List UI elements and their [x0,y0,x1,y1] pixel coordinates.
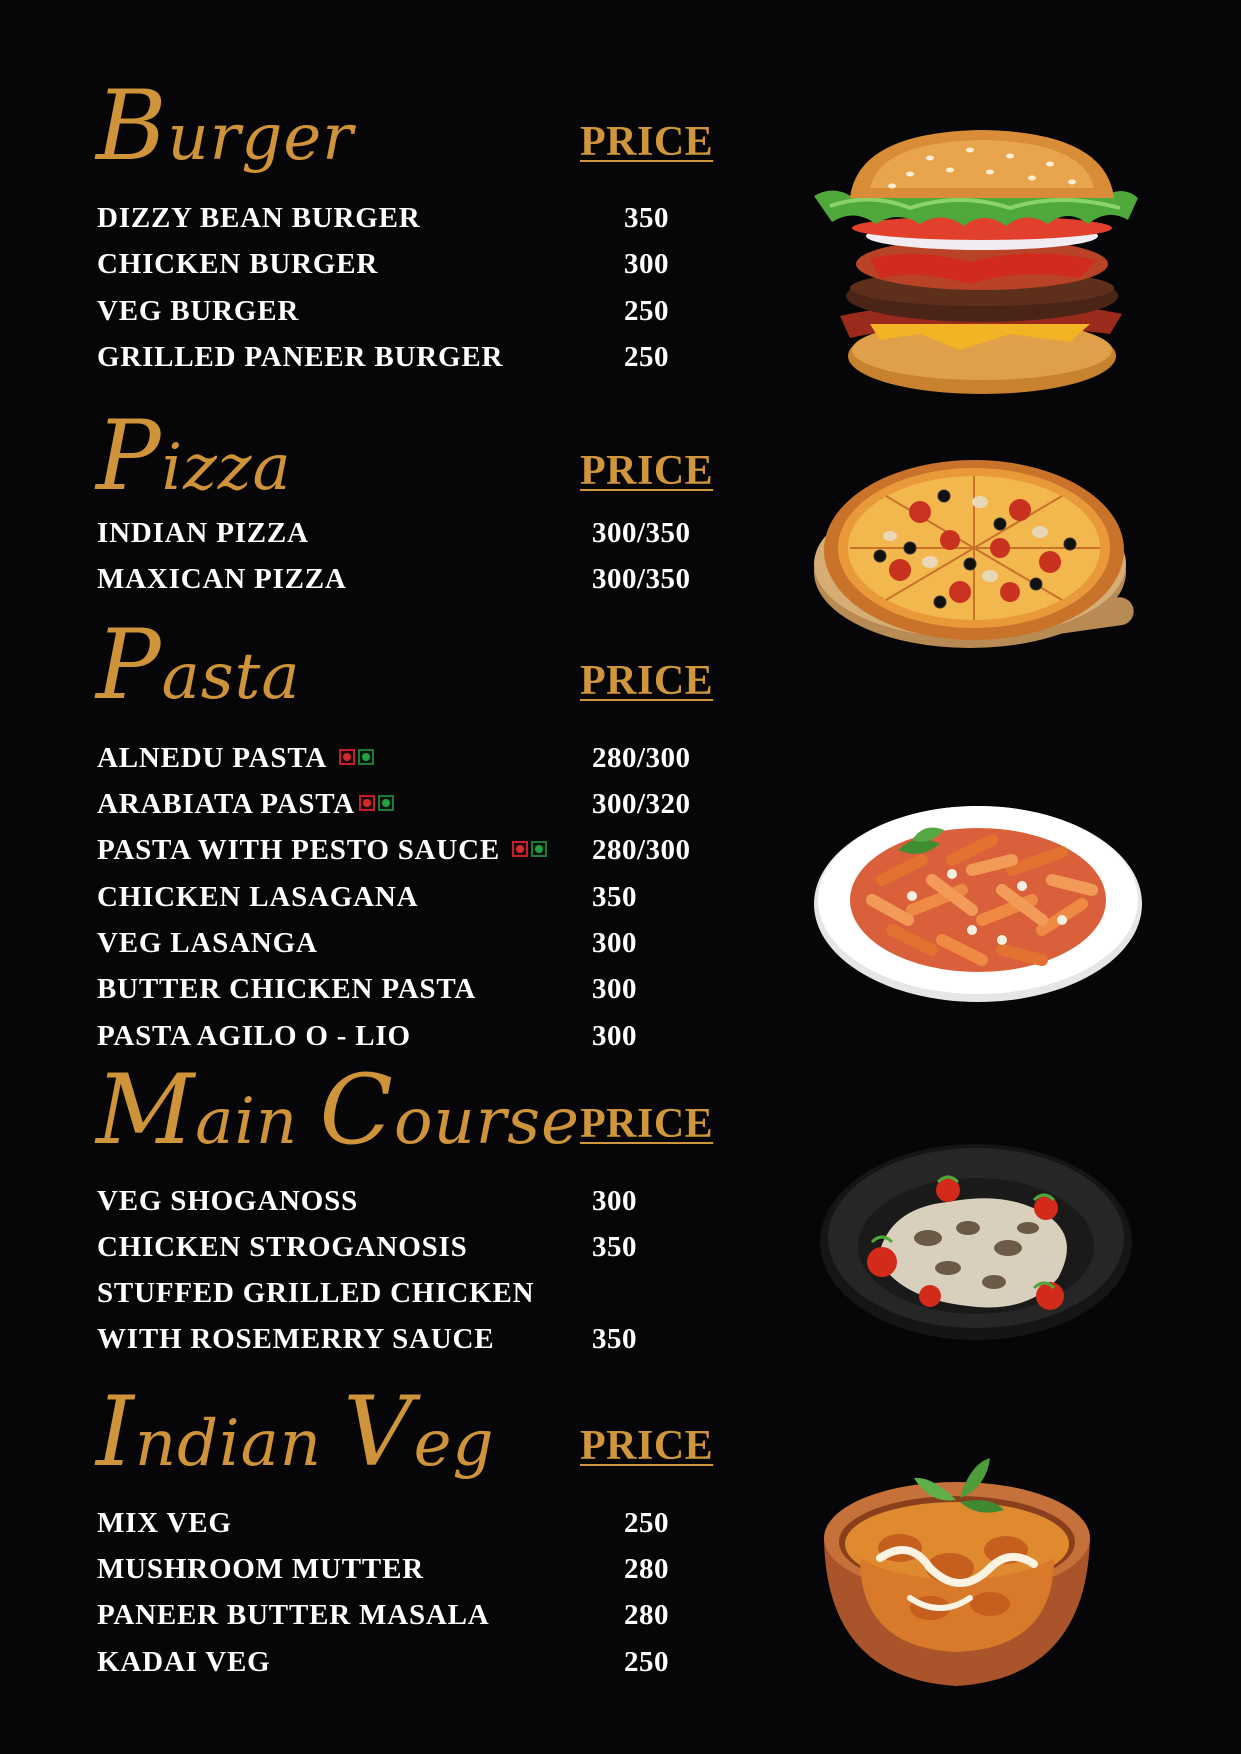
menu-item-name: ARABIATA PASTA [97,787,394,821]
price-header-pasta: PRICE [580,658,714,704]
price-header-burger: PRICE [580,119,714,165]
menu-item-price: 300 [592,927,637,959]
burger-image [810,128,1142,398]
section-title-burger: Burger [96,70,354,182]
section-title-pasta: Pasta [96,609,301,721]
menu-item-price: 300/320 [592,788,691,820]
menu-item-price: 250 [624,1507,669,1539]
non-veg-icon [339,749,355,765]
menu-item-name: PANEER BUTTER MASALA [97,1599,490,1631]
section-title-indian-veg: Indian Veg [96,1376,495,1488]
menu-item-price: 250 [624,1646,669,1678]
veg-nonveg-marks [512,841,547,857]
menu-item-price: 350 [592,881,637,913]
menu-item-price: 280 [624,1599,669,1631]
menu-item-name: WITH ROSEMERRY SAUCE [97,1323,495,1355]
menu-item-price: 300 [592,1020,637,1052]
veg-icon [531,841,547,857]
menu-item-price: 280/300 [592,742,691,774]
menu-item-name: INDIAN PIZZA [97,517,309,549]
price-header-indian-veg: PRICE [580,1423,714,1469]
main-course-image [818,1138,1134,1344]
menu-item-price: 350 [592,1231,637,1263]
menu-item-name: CHICKEN LASAGANA [97,881,419,913]
veg-icon [358,749,374,765]
menu-item-name: CHICKEN STROGANOSIS [97,1231,468,1263]
menu-item-name: VEG BURGER [97,295,300,327]
menu-item-name: PASTA WITH PESTO SAUCE [97,833,547,867]
menu-item-name: VEG SHOGANOSS [97,1185,358,1217]
price-header-main-course: PRICE [580,1101,714,1147]
menu-item-price: 300/350 [592,563,691,595]
menu-item-price: 300 [592,973,637,1005]
menu-item-name: PASTA AGILO O - LIO [97,1020,411,1052]
section-title-main-course: Main Course [96,1054,580,1166]
menu-item-name: CHICKEN BURGER [97,248,379,280]
menu-item-price: 250 [624,295,669,327]
menu-item-price: 280/300 [592,834,691,866]
indian-veg-image [820,1448,1094,1698]
non-veg-icon [512,841,528,857]
menu-item-price: 250 [624,341,669,373]
menu-item-name: DIZZY BEAN BURGER [97,202,421,234]
pizza-image [810,452,1144,662]
menu-item-name: BUTTER CHICKEN PASTA [97,973,477,1005]
menu-item-price: 280 [624,1553,669,1585]
menu-item-name: VEG LASANGA [97,927,318,959]
menu-item-name: MAXICAN PIZZA [97,563,347,595]
non-veg-icon [359,795,375,811]
menu-item-name: STUFFED GRILLED CHICKEN [97,1277,535,1309]
menu-item-price: 350 [624,202,669,234]
pasta-image [812,800,1146,1006]
menu-item-price: 300 [592,1185,637,1217]
veg-nonveg-marks [359,795,394,811]
menu-item-price: 350 [592,1323,637,1355]
menu-item-price: 300 [624,248,669,280]
menu-item-name: ALNEDU PASTA [97,741,374,775]
menu-item-name: MUSHROOM MUTTER [97,1553,424,1585]
price-header-pizza: PRICE [580,448,714,494]
menu-item-name: KADAI VEG [97,1646,271,1678]
section-title-pizza: Pizza [96,400,292,512]
veg-icon [378,795,394,811]
menu-item-price: 300/350 [592,517,691,549]
menu-item-name: GRILLED PANEER BURGER [97,341,504,373]
menu-item-name: MIX VEG [97,1507,232,1539]
veg-nonveg-marks [339,749,374,765]
